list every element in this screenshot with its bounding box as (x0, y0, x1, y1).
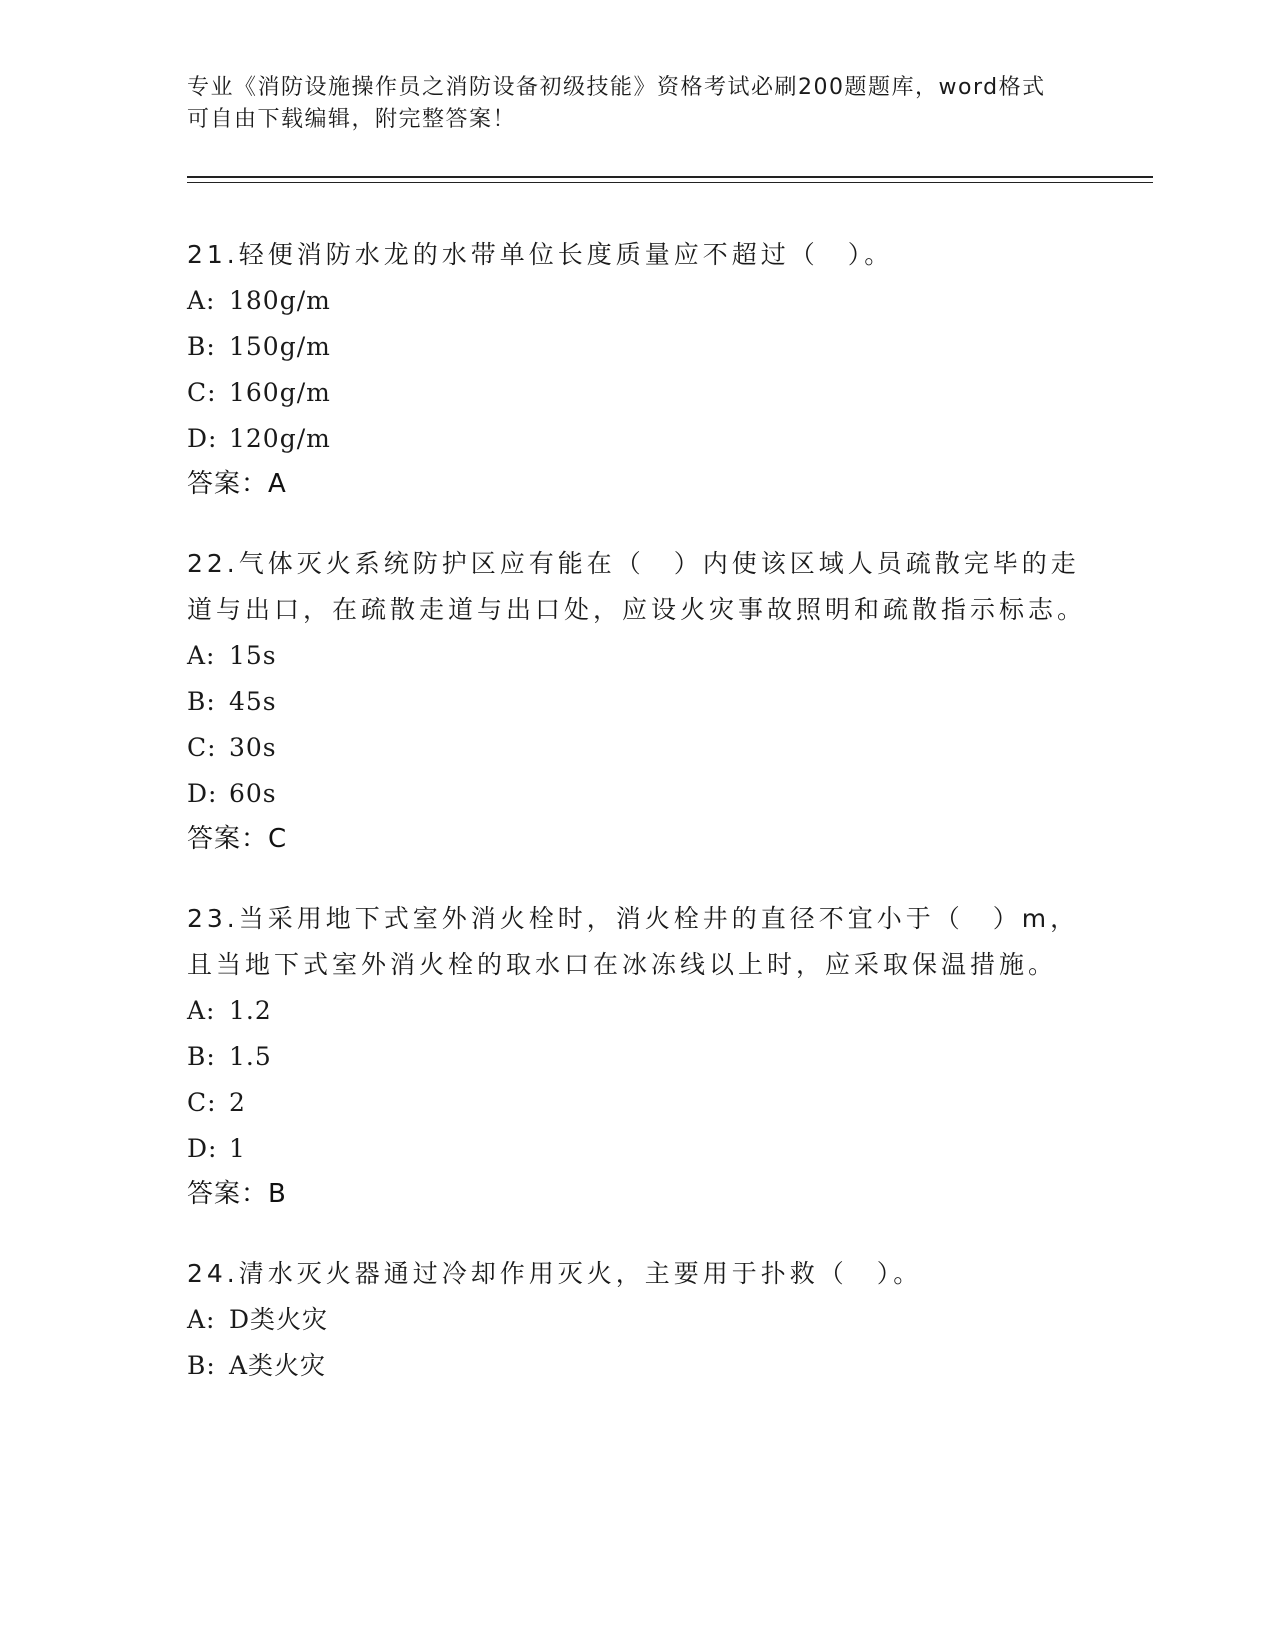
option-text: 1.5 (229, 1042, 272, 1071)
option-b (187, 324, 1087, 370)
option-a (187, 633, 1087, 679)
option-letter: B: (187, 1042, 216, 1071)
option-b (187, 679, 1087, 725)
question-23 (187, 896, 1087, 1216)
question-stem: 24.清水灭火器通过冷却作用灭火，主要用于扑救（ ）。 (187, 1259, 923, 1288)
option-text: 120g/m (229, 424, 331, 453)
question-stem: 23.当采用地下式室外消火栓时，消火栓井的直径不宜小于（ ）m，且当地下式室外消火栓的取水口在冰冻线以上时，应采取保温措施。 (187, 904, 1080, 979)
option-b (187, 1343, 1087, 1389)
option-c (187, 370, 1087, 416)
option-text: 45s (229, 687, 277, 716)
option-text: 15s (229, 641, 277, 670)
document-header (187, 72, 1067, 136)
answer-line: 答案：B (187, 1179, 287, 1209)
option-a (187, 988, 1087, 1034)
option-letter: C: (187, 378, 217, 407)
option-text: 180g/m (229, 286, 331, 315)
option-text: A类火灾 (229, 1351, 327, 1380)
question-21 (187, 232, 1087, 506)
option-letter: D: (187, 1134, 218, 1163)
option-text: 30s (229, 733, 277, 762)
option-letter: D: (187, 779, 218, 808)
option-letter: B: (187, 332, 216, 361)
answer-line: 答案：C (187, 824, 288, 854)
option-text: 2 (229, 1088, 246, 1117)
option-letter: B: (187, 1351, 216, 1380)
header-divider-thin (187, 182, 1153, 183)
question-list (187, 232, 1087, 1424)
option-letter: C: (187, 733, 217, 762)
option-text: 150g/m (229, 332, 331, 361)
option-letter: A: (187, 641, 216, 670)
option-text: 160g/m (229, 378, 331, 407)
option-d (187, 1126, 1087, 1172)
question-stem: 22.气体灭火系统防护区应有能在（ ）内使该区域人员疏散完毕的走道与出口，在疏散走道与出口处，应设火灾事故照明和疏散指示标志。 (187, 549, 1087, 624)
option-letter: A: (187, 1305, 216, 1334)
option-letter: B: (187, 687, 216, 716)
option-letter: A: (187, 286, 216, 315)
option-text: 1.2 (229, 996, 272, 1025)
option-c (187, 1080, 1087, 1126)
option-c (187, 725, 1087, 771)
option-d (187, 416, 1087, 462)
answer-line: 答案：A (187, 469, 287, 499)
option-letter: A: (187, 996, 216, 1025)
option-a (187, 278, 1087, 324)
question-stem: 21.轻便消防水龙的水带单位长度质量应不超过（ ）。 (187, 240, 894, 269)
option-d (187, 771, 1087, 817)
question-24 (187, 1251, 1087, 1389)
option-text: 60s (229, 779, 277, 808)
option-text: 1 (229, 1134, 246, 1163)
option-text: D类火灾 (229, 1305, 329, 1334)
option-letter: D: (187, 424, 218, 453)
header-text: 专业《消防设施操作员之消防设备初级技能》资格考试必刷200题题库，word格式可自由下载编辑，附完整答案！ (187, 75, 1046, 132)
header-divider-thick (187, 176, 1153, 178)
option-letter: C: (187, 1088, 217, 1117)
option-b (187, 1034, 1087, 1080)
option-a (187, 1297, 1087, 1343)
question-22 (187, 541, 1087, 861)
